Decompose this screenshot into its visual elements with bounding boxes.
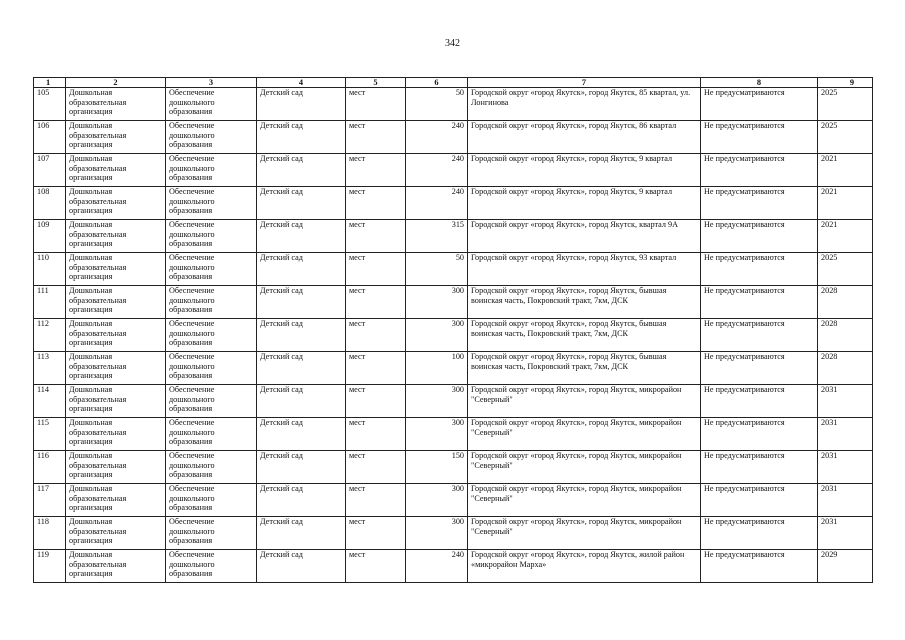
cell-unit: мест (346, 319, 406, 352)
cell-organization-type: Дошкольная образовательная организация (66, 517, 166, 550)
cell-zones: Не предусматриваются (701, 286, 818, 319)
table-row (34, 319, 873, 352)
cell-zones: Не предусматриваются (701, 517, 818, 550)
cell-zones: Не предусматриваются (701, 253, 818, 286)
cell-row-number: 118 (34, 517, 66, 550)
cell-purpose: Обеспечение дошкольного образования (166, 319, 257, 352)
cell-year: 2028 (818, 286, 873, 319)
cell-organization-type: Дошкольная образовательная организация (66, 550, 166, 583)
cell-facility-type: Детский сад (257, 253, 346, 286)
cell-organization-type: Дошкольная образовательная организация (66, 220, 166, 253)
cell-unit: мест (346, 154, 406, 187)
cell-row-number: 108 (34, 187, 66, 220)
cell-year: 2021 (818, 154, 873, 187)
table-row (34, 550, 873, 583)
cell-capacity: 150 (406, 451, 468, 484)
table-row (34, 352, 873, 385)
cell-capacity: 300 (406, 418, 468, 451)
cell-location: Городской округ «город Якутск», город Якутск, микрорайон "Северный" (468, 451, 701, 484)
cell-row-number: 105 (34, 88, 66, 121)
cell-year: 2031 (818, 385, 873, 418)
cell-facility-type: Детский сад (257, 286, 346, 319)
cell-location: Городской округ «город Якутск», город Якутск, 85 квартал, ул. Лонгинова (468, 88, 701, 121)
cell-organization-type: Дошкольная образовательная организация (66, 253, 166, 286)
cell-location: Городской округ «город Якутск», город Якутск, микрорайон "Северный" (468, 517, 701, 550)
table-row (34, 88, 873, 121)
cell-capacity: 240 (406, 550, 468, 583)
cell-organization-type: Дошкольная образовательная организация (66, 352, 166, 385)
cell-purpose: Обеспечение дошкольного образования (166, 385, 257, 418)
table-row (34, 517, 873, 550)
cell-organization-type: Дошкольная образовательная организация (66, 88, 166, 121)
cell-organization-type: Дошкольная образовательная организация (66, 418, 166, 451)
table-row (34, 253, 873, 286)
cell-location: Городской округ «город Якутск», город Якутск, 86 квартал (468, 121, 701, 154)
column-header-5: 5 (346, 78, 406, 88)
cell-capacity: 300 (406, 484, 468, 517)
cell-facility-type: Детский сад (257, 550, 346, 583)
cell-purpose: Обеспечение дошкольного образования (166, 517, 257, 550)
cell-facility-type: Детский сад (257, 352, 346, 385)
cell-unit: мест (346, 220, 406, 253)
cell-organization-type: Дошкольная образовательная организация (66, 385, 166, 418)
cell-facility-type: Детский сад (257, 88, 346, 121)
cell-location: Городской округ «город Якутск», город Якутск, микрорайон "Северный" (468, 484, 701, 517)
cell-row-number: 106 (34, 121, 66, 154)
cell-zones: Не предусматриваются (701, 154, 818, 187)
cell-year: 2025 (818, 253, 873, 286)
cell-year: 2031 (818, 517, 873, 550)
cell-zones: Не предусматриваются (701, 121, 818, 154)
table-row (34, 484, 873, 517)
column-header-6: 6 (406, 78, 468, 88)
column-header-9: 9 (818, 78, 873, 88)
cell-capacity: 100 (406, 352, 468, 385)
cell-zones: Не предусматриваются (701, 484, 818, 517)
cell-facility-type: Детский сад (257, 319, 346, 352)
cell-capacity: 300 (406, 286, 468, 319)
cell-capacity: 50 (406, 88, 468, 121)
cell-row-number: 115 (34, 418, 66, 451)
table-row (34, 121, 873, 154)
cell-unit: мест (346, 517, 406, 550)
cell-location: Городской округ «город Якутск», город Якутск, квартал 9А (468, 220, 701, 253)
page-number: 342 (445, 38, 460, 49)
cell-row-number: 114 (34, 385, 66, 418)
cell-location: Городской округ «город Якутск», город Якутск, жилой район «микрорайон Марха» (468, 550, 701, 583)
cell-zones: Не предусматриваются (701, 418, 818, 451)
cell-capacity: 300 (406, 319, 468, 352)
cell-location: Городской округ «город Якутск», город Якутск, бывшая воинская часть, Покровский тракт, 7км, ДСК (468, 286, 701, 319)
cell-zones: Не предусматриваются (701, 88, 818, 121)
cell-facility-type: Детский сад (257, 418, 346, 451)
cell-row-number: 119 (34, 550, 66, 583)
table-row (34, 286, 873, 319)
cell-year: 2028 (818, 319, 873, 352)
cell-facility-type: Детский сад (257, 451, 346, 484)
cell-unit: мест (346, 88, 406, 121)
table-row (34, 451, 873, 484)
cell-capacity: 240 (406, 121, 468, 154)
column-header-8: 8 (701, 78, 818, 88)
cell-year: 2025 (818, 88, 873, 121)
cell-purpose: Обеспечение дошкольного образования (166, 484, 257, 517)
table-row (34, 220, 873, 253)
cell-year: 2021 (818, 187, 873, 220)
cell-zones: Не предусматриваются (701, 451, 818, 484)
cell-unit: мест (346, 286, 406, 319)
cell-organization-type: Дошкольная образовательная организация (66, 484, 166, 517)
cell-zones: Не предусматриваются (701, 550, 818, 583)
cell-organization-type: Дошкольная образовательная организация (66, 451, 166, 484)
cell-capacity: 240 (406, 187, 468, 220)
cell-zones: Не предусматриваются (701, 319, 818, 352)
cell-year: 2021 (818, 220, 873, 253)
column-header-2: 2 (66, 78, 166, 88)
cell-year: 2031 (818, 451, 873, 484)
cell-purpose: Обеспечение дошкольного образования (166, 154, 257, 187)
cell-row-number: 116 (34, 451, 66, 484)
cell-capacity: 300 (406, 385, 468, 418)
cell-purpose: Обеспечение дошкольного образования (166, 253, 257, 286)
cell-year: 2031 (818, 484, 873, 517)
cell-facility-type: Детский сад (257, 187, 346, 220)
cell-row-number: 112 (34, 319, 66, 352)
cell-zones: Не предусматриваются (701, 187, 818, 220)
cell-facility-type: Детский сад (257, 121, 346, 154)
cell-unit: мест (346, 385, 406, 418)
cell-capacity: 240 (406, 154, 468, 187)
cell-row-number: 110 (34, 253, 66, 286)
table-body (34, 88, 873, 583)
cell-location: Городской округ «город Якутск», город Якутск, бывшая воинская часть, Покровский тракт, 7км, ДСК (468, 352, 701, 385)
cell-purpose: Обеспечение дошкольного образования (166, 220, 257, 253)
cell-year: 2025 (818, 121, 873, 154)
cell-purpose: Обеспечение дошкольного образования (166, 451, 257, 484)
cell-purpose: Обеспечение дошкольного образования (166, 121, 257, 154)
table-row (34, 418, 873, 451)
cell-purpose: Обеспечение дошкольного образования (166, 352, 257, 385)
cell-location: Городской округ «город Якутск», город Якутск, микрорайон "Северный" (468, 385, 701, 418)
cell-unit: мест (346, 352, 406, 385)
cell-purpose: Обеспечение дошкольного образования (166, 187, 257, 220)
cell-location: Городской округ «город Якутск», город Якутск, 9 квартал (468, 154, 701, 187)
cell-capacity: 50 (406, 253, 468, 286)
table-row (34, 385, 873, 418)
cell-row-number: 107 (34, 154, 66, 187)
cell-organization-type: Дошкольная образовательная организация (66, 154, 166, 187)
column-header-1: 1 (34, 78, 66, 88)
cell-facility-type: Детский сад (257, 517, 346, 550)
table-row (34, 154, 873, 187)
column-header-3: 3 (166, 78, 257, 88)
cell-year: 2029 (818, 550, 873, 583)
cell-row-number: 113 (34, 352, 66, 385)
cell-organization-type: Дошкольная образовательная организация (66, 319, 166, 352)
cell-unit: мест (346, 550, 406, 583)
cell-purpose: Обеспечение дошкольного образования (166, 88, 257, 121)
cell-zones: Не предусматриваются (701, 385, 818, 418)
cell-unit: мест (346, 187, 406, 220)
cell-organization-type: Дошкольная образовательная организация (66, 121, 166, 154)
column-header-7: 7 (468, 78, 701, 88)
cell-location: Городской округ «город Якутск», город Якутск, 93 квартал (468, 253, 701, 286)
cell-purpose: Обеспечение дошкольного образования (166, 286, 257, 319)
cell-purpose: Обеспечение дошкольного образования (166, 550, 257, 583)
cell-facility-type: Детский сад (257, 154, 346, 187)
cell-unit: мест (346, 253, 406, 286)
cell-organization-type: Дошкольная образовательная организация (66, 187, 166, 220)
cell-unit: мест (346, 418, 406, 451)
cell-row-number: 117 (34, 484, 66, 517)
cell-facility-type: Детский сад (257, 385, 346, 418)
cell-row-number: 111 (34, 286, 66, 319)
cell-organization-type: Дошкольная образовательная организация (66, 286, 166, 319)
facilities-table (33, 77, 873, 583)
cell-capacity: 300 (406, 517, 468, 550)
cell-unit: мест (346, 121, 406, 154)
cell-unit: мест (346, 451, 406, 484)
header-row (34, 78, 873, 88)
cell-location: Городской округ «город Якутск», город Якутск, микрорайон "Северный" (468, 418, 701, 451)
table-row (34, 187, 873, 220)
column-header-4: 4 (257, 78, 346, 88)
cell-facility-type: Детский сад (257, 220, 346, 253)
cell-unit: мест (346, 484, 406, 517)
cell-zones: Не предусматриваются (701, 220, 818, 253)
cell-zones: Не предусматриваются (701, 352, 818, 385)
cell-location: Городской округ «город Якутск», город Якутск, 9 квартал (468, 187, 701, 220)
cell-capacity: 315 (406, 220, 468, 253)
cell-year: 2028 (818, 352, 873, 385)
cell-location: Городской округ «город Якутск», город Якутск, бывшая воинская часть, Покровский тракт, 7км, ДСК (468, 319, 701, 352)
cell-row-number: 109 (34, 220, 66, 253)
cell-year: 2031 (818, 418, 873, 451)
cell-purpose: Обеспечение дошкольного образования (166, 418, 257, 451)
cell-facility-type: Детский сад (257, 484, 346, 517)
